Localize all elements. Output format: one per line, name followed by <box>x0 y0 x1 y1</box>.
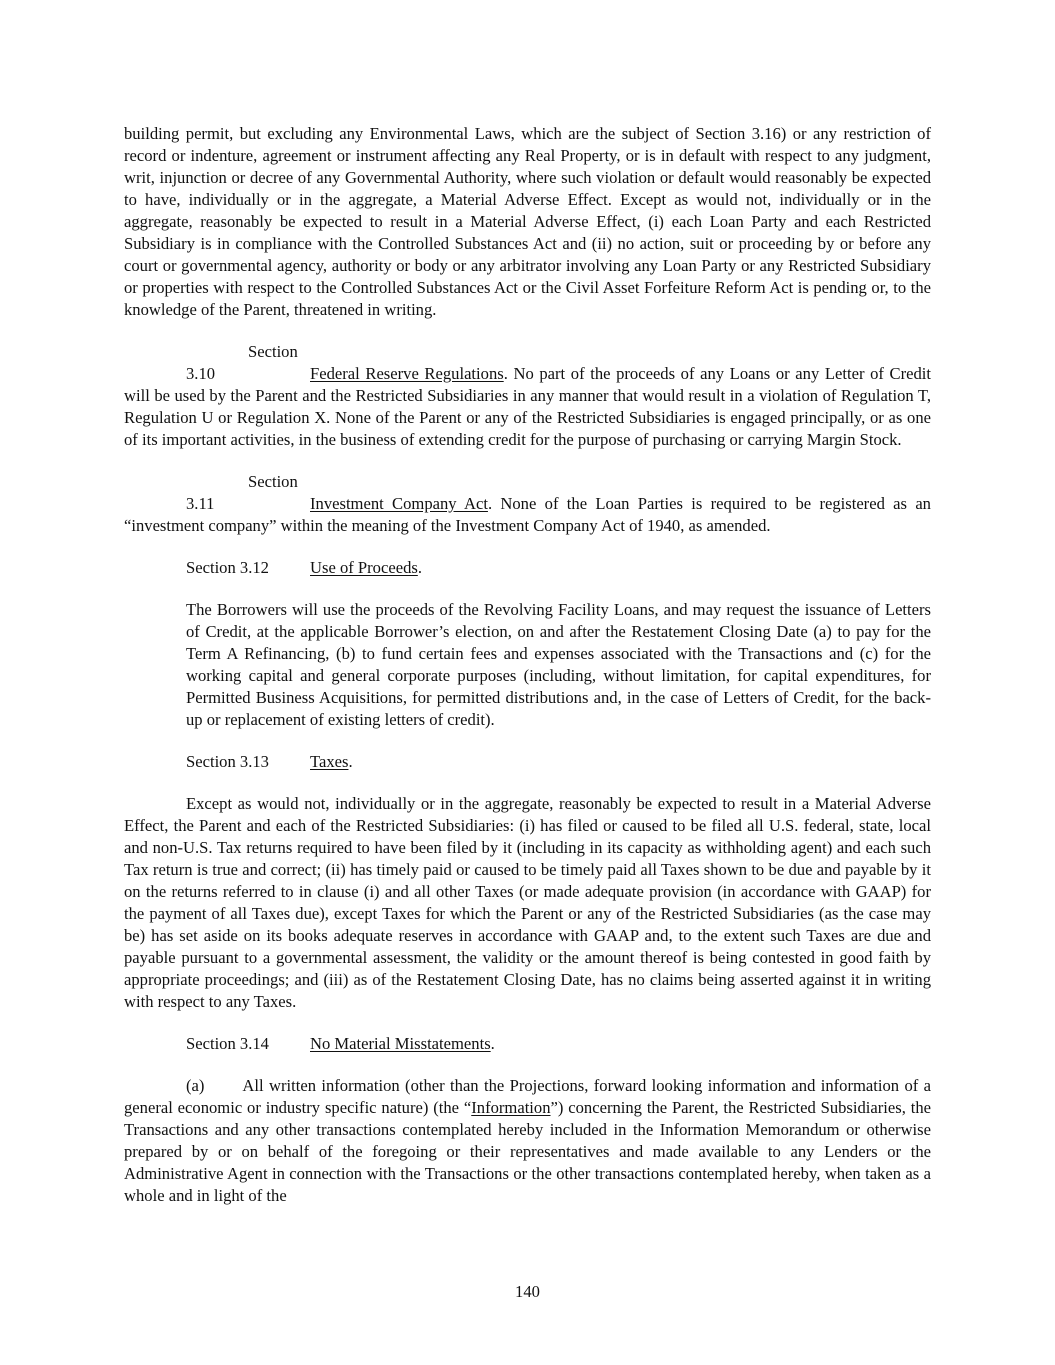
section-title: Investment Company Act <box>310 494 488 513</box>
section-3-10 <box>124 341 931 451</box>
intro-paragraph: building permit, but excluding any Environmental Laws, which are the subject of Section 3.16) or any restriction of record or indenture, agreement or instrument affecting any Real Property, or is in default with respect to any judgment, writ, injunction or decree of any Governmental Authority, where such violation or default would reasonably be expected to have, individually or in the aggregate, a Material Adverse Effect. Except as would not, individually or in the aggregate, reasonably be expected to result in a Material Adverse Effect, (i) each Loan Party and each Restricted Subsidiary is in compliance with the Controlled Substances Act and (ii) no action, suit or proceeding by or before any court or governmental agency, authority or body or any arbitrator involving any Loan Party or any Restricted Subsidiary or properties with respect to the Controlled Substances Act or the Civil Asset Forfeiture Reform Act is pending or, to the knowledge of the Parent, threatened in writing. <box>124 124 931 319</box>
section-number: Section 3.11 <box>186 472 298 513</box>
section-number: Section 3.12 <box>186 558 269 577</box>
section-title: Federal Reserve Regulations <box>310 364 504 383</box>
section-3-12-body: The Borrowers will use the proceeds of the Revolving Facility Loans, and may request the issuance of Letters of Credit, at the applicable Borrower’s election, on and after the Restatement Closing Date (a) to pay for the Term A Refinancing, (b) to fund certain fees and expenses associated with the Transactions and (c) for the working capital and general corporate purposes (including, without limitation, for capital expenditures, for Permitted Business Acquisitions, for permitted distributions and, in the case of Letters of Credit, for the back-up or replacement of existing letters of credit). <box>186 600 931 729</box>
section-title: Use of Proceeds <box>310 558 418 577</box>
section-title: No Material Misstatements <box>310 1034 491 1053</box>
document-page <box>124 123 931 1207</box>
section-3-13-body: Except as would not, individually or in the aggregate, reasonably be expected to result in a Material Adverse Effect, the Parent and each of the Restricted Subsidiaries: (i) has filed or caused to be filed all U.S. federal, state, local and non-U.S. Tax returns required to have been filed by it (including in its capacity as withholding agent) and each such Tax return is true and correct; (ii) has timely paid or caused to be timely paid all Taxes shown to be due and payable by it on the returns referred to in clause (i) and all other Taxes (or made adequate provision (in accordance with GAAP) for the payment of all Taxes due), except Taxes for which the Parent or any of the Restricted Subsidiaries (as the case may be) has set aside on its books adequate reserves in accordance with GAAP and, to the extent such Taxes are due and payable pursuant to a governmental assessment, the validity or the amount thereof is being contested in good faith by appropriate proceedings; and (iii) as of the Restatement Closing Date, has no claims being asserted against it in writing with respect to any Taxes. <box>124 794 931 1011</box>
defined-term: Information <box>471 1098 551 1117</box>
section-number: Section 3.10 <box>186 342 298 383</box>
page-number: 140 <box>515 1282 540 1301</box>
section-number: Section 3.13 <box>186 752 269 771</box>
section-3-13-heading: Section 3.13 Taxes. <box>186 752 353 771</box>
section-number: Section 3.14 <box>186 1034 269 1053</box>
section-3-14-heading: Section 3.14 No Material Misstatements. <box>186 1034 495 1053</box>
section-3-12-heading: Section 3.12 Use of Proceeds. <box>186 558 422 577</box>
section-title: Taxes <box>310 752 349 771</box>
section-text: . No part of the proceeds of any Loans or any Letter of Credit will be used by the Parent and the Restricted Subsidiaries in any manner that would result in a violation of Regulation T, Regulation U or Regulation X. None of the Parent or any of the Restricted Subsidiaries is engaged principally, or as one of its important activities, in the business of extending credit for the purpose of purchasing or carrying Margin Stock. <box>124 364 931 449</box>
section-text: . None of the Loan Parties is required to be registered as an “investment company” within the meaning of the Investment Company Act of 1940, as amended. <box>124 494 931 535</box>
clause-label: (a) <box>186 1076 205 1095</box>
section-3-14-clause-a: (a) All written information (other than the Projections, forward looking information and information of a general economic or industry specific nature) (the “Information”) concerning the Parent, the Restricted Subsidiaries, the Transactions and any other transactions contemplated hereby included in the Information Memorandum or otherwise prepared by or on behalf of the foregoing or their representatives and made available to any Lenders or the Administrative Agent in connection with the Transactions or the other transactions contemplated hereby, when taken as a whole and in light of the <box>124 1076 931 1205</box>
section-3-11 <box>124 471 931 537</box>
